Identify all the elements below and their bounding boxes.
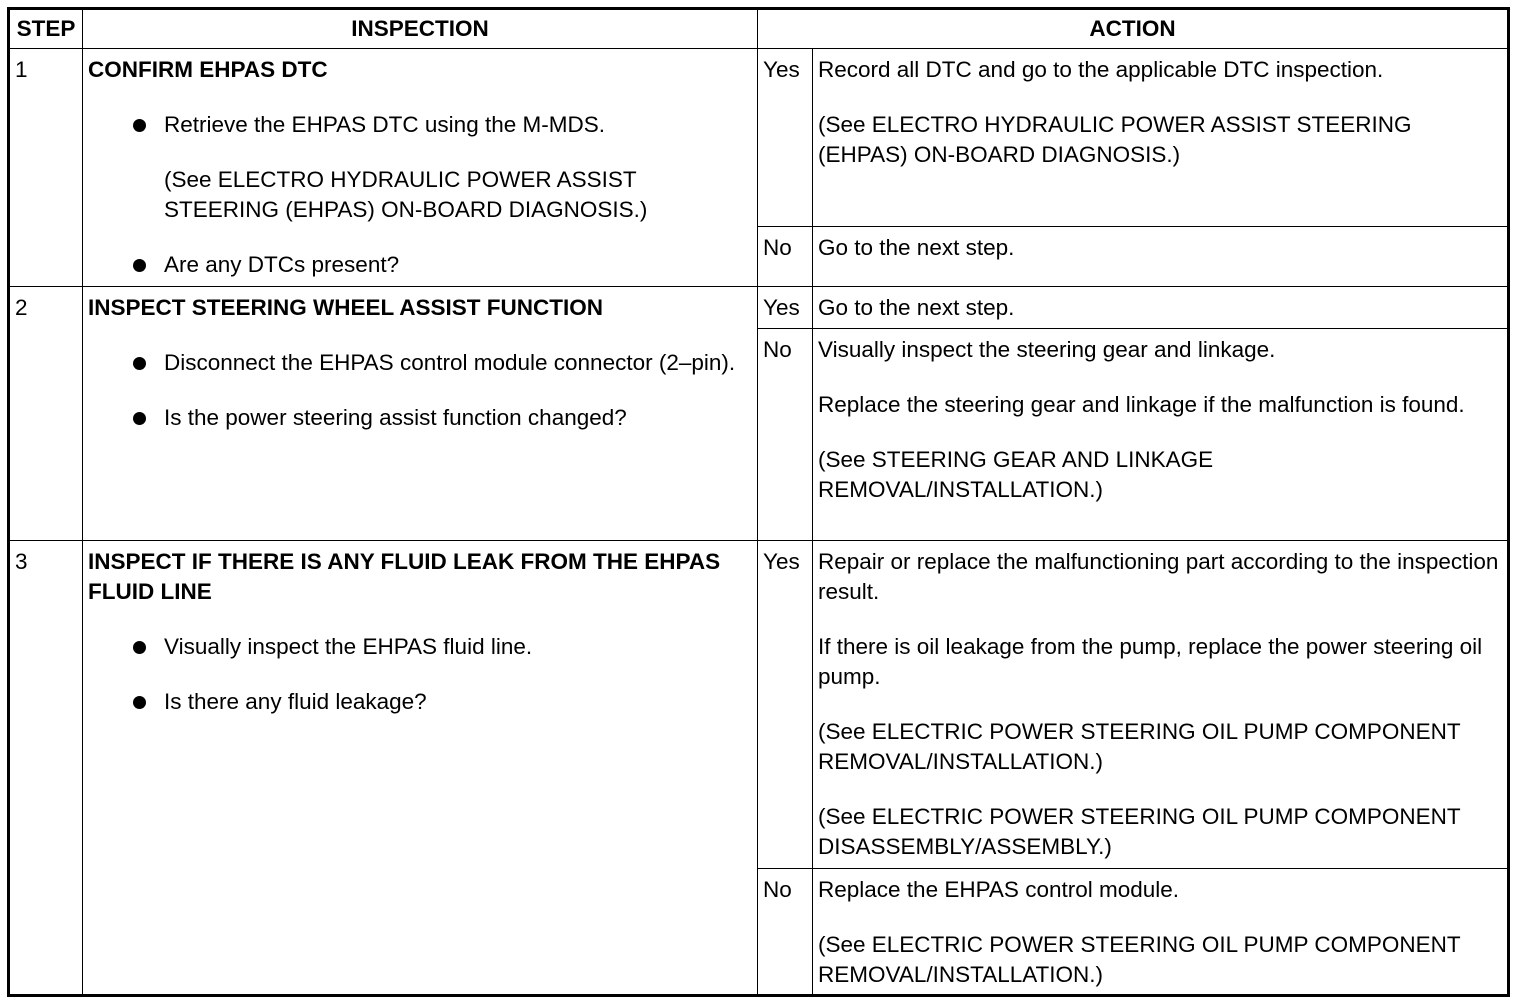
no-label: No bbox=[758, 227, 813, 287]
step-title: INSPECT STEERING WHEEL ASSIST FUNCTION bbox=[88, 295, 604, 320]
header-inspection: INSPECTION bbox=[83, 9, 758, 49]
bullet-item: Visually inspect the EHPAS fluid line. bbox=[88, 632, 752, 662]
action-text: (See ELECTRIC POWER STEERING OIL PUMP COMPONENT DISASSEMBLY/ASSEMBLY.) bbox=[818, 804, 1461, 859]
action-text: Repair or replace the malfunctioning part according to the inspection result. bbox=[818, 549, 1499, 604]
yes-action bbox=[813, 541, 1509, 869]
bullet-item: Is the power steering assist function changed? bbox=[88, 403, 752, 433]
header-row bbox=[9, 9, 1509, 49]
header-action: ACTION bbox=[758, 9, 1509, 49]
diagnostic-table bbox=[7, 7, 1510, 997]
action-text: If there is oil leakage from the pump, replace the power steering oil pump. bbox=[818, 634, 1483, 689]
bullet-item: Are any DTCs present? bbox=[88, 250, 752, 280]
step-3-yes-row bbox=[9, 541, 1509, 869]
yes-label: Yes bbox=[758, 541, 813, 869]
action-text: Replace the steering gear and linkage if the malfunction is found. bbox=[818, 392, 1465, 417]
no-label: No bbox=[758, 329, 813, 541]
step-number: 2 bbox=[9, 287, 83, 541]
step-title: CONFIRM EHPAS DTC bbox=[88, 57, 328, 82]
no-action bbox=[813, 329, 1509, 541]
yes-label: Yes bbox=[758, 49, 813, 227]
yes-action bbox=[813, 49, 1509, 227]
step-1-yes-row bbox=[9, 49, 1509, 227]
action-text: Go to the next step. bbox=[818, 295, 1015, 320]
step-2-yes-row bbox=[9, 287, 1509, 329]
step-inspection bbox=[83, 541, 758, 996]
action-text: (See ELECTRIC POWER STEERING OIL PUMP COMPONENT REMOVAL/INSTALLATION.) bbox=[818, 932, 1461, 987]
yes-label: Yes bbox=[758, 287, 813, 329]
step-number: 3 bbox=[9, 541, 83, 996]
action-text: Go to the next step. bbox=[818, 235, 1015, 260]
reference-note: (See ELECTRO HYDRAULIC POWER ASSIST STEERING (EHPAS) ON-BOARD DIAGNOSIS.) bbox=[164, 167, 648, 222]
no-action bbox=[813, 869, 1509, 996]
bullet-item: Retrieve the EHPAS DTC using the M-MDS. bbox=[88, 110, 752, 140]
action-text: Replace the EHPAS control module. bbox=[818, 877, 1180, 902]
bullet-item: Is there any fluid leakage? bbox=[88, 687, 752, 717]
step-number: 1 bbox=[9, 49, 83, 287]
step-title: INSPECT IF THERE IS ANY FLUID LEAK FROM THE EHPAS FLUID LINE bbox=[88, 549, 721, 604]
no-label: No bbox=[758, 869, 813, 996]
no-action bbox=[813, 227, 1509, 287]
header-step: STEP bbox=[9, 9, 83, 49]
step-inspection bbox=[83, 287, 758, 541]
step-inspection bbox=[83, 49, 758, 287]
bullet-item: Disconnect the EHPAS control module connector (2–pin). bbox=[88, 348, 752, 378]
action-text: Visually inspect the steering gear and linkage. bbox=[818, 337, 1276, 362]
yes-action bbox=[813, 287, 1509, 329]
action-text: (See ELECTRIC POWER STEERING OIL PUMP COMPONENT REMOVAL/INSTALLATION.) bbox=[818, 719, 1461, 774]
action-text: (See STEERING GEAR AND LINKAGE REMOVAL/INSTALLATION.) bbox=[818, 447, 1214, 502]
action-text: (See ELECTRO HYDRAULIC POWER ASSIST STEERING (EHPAS) ON-BOARD DIAGNOSIS.) bbox=[818, 112, 1412, 167]
action-text: Record all DTC and go to the applicable DTC inspection. bbox=[818, 57, 1384, 82]
